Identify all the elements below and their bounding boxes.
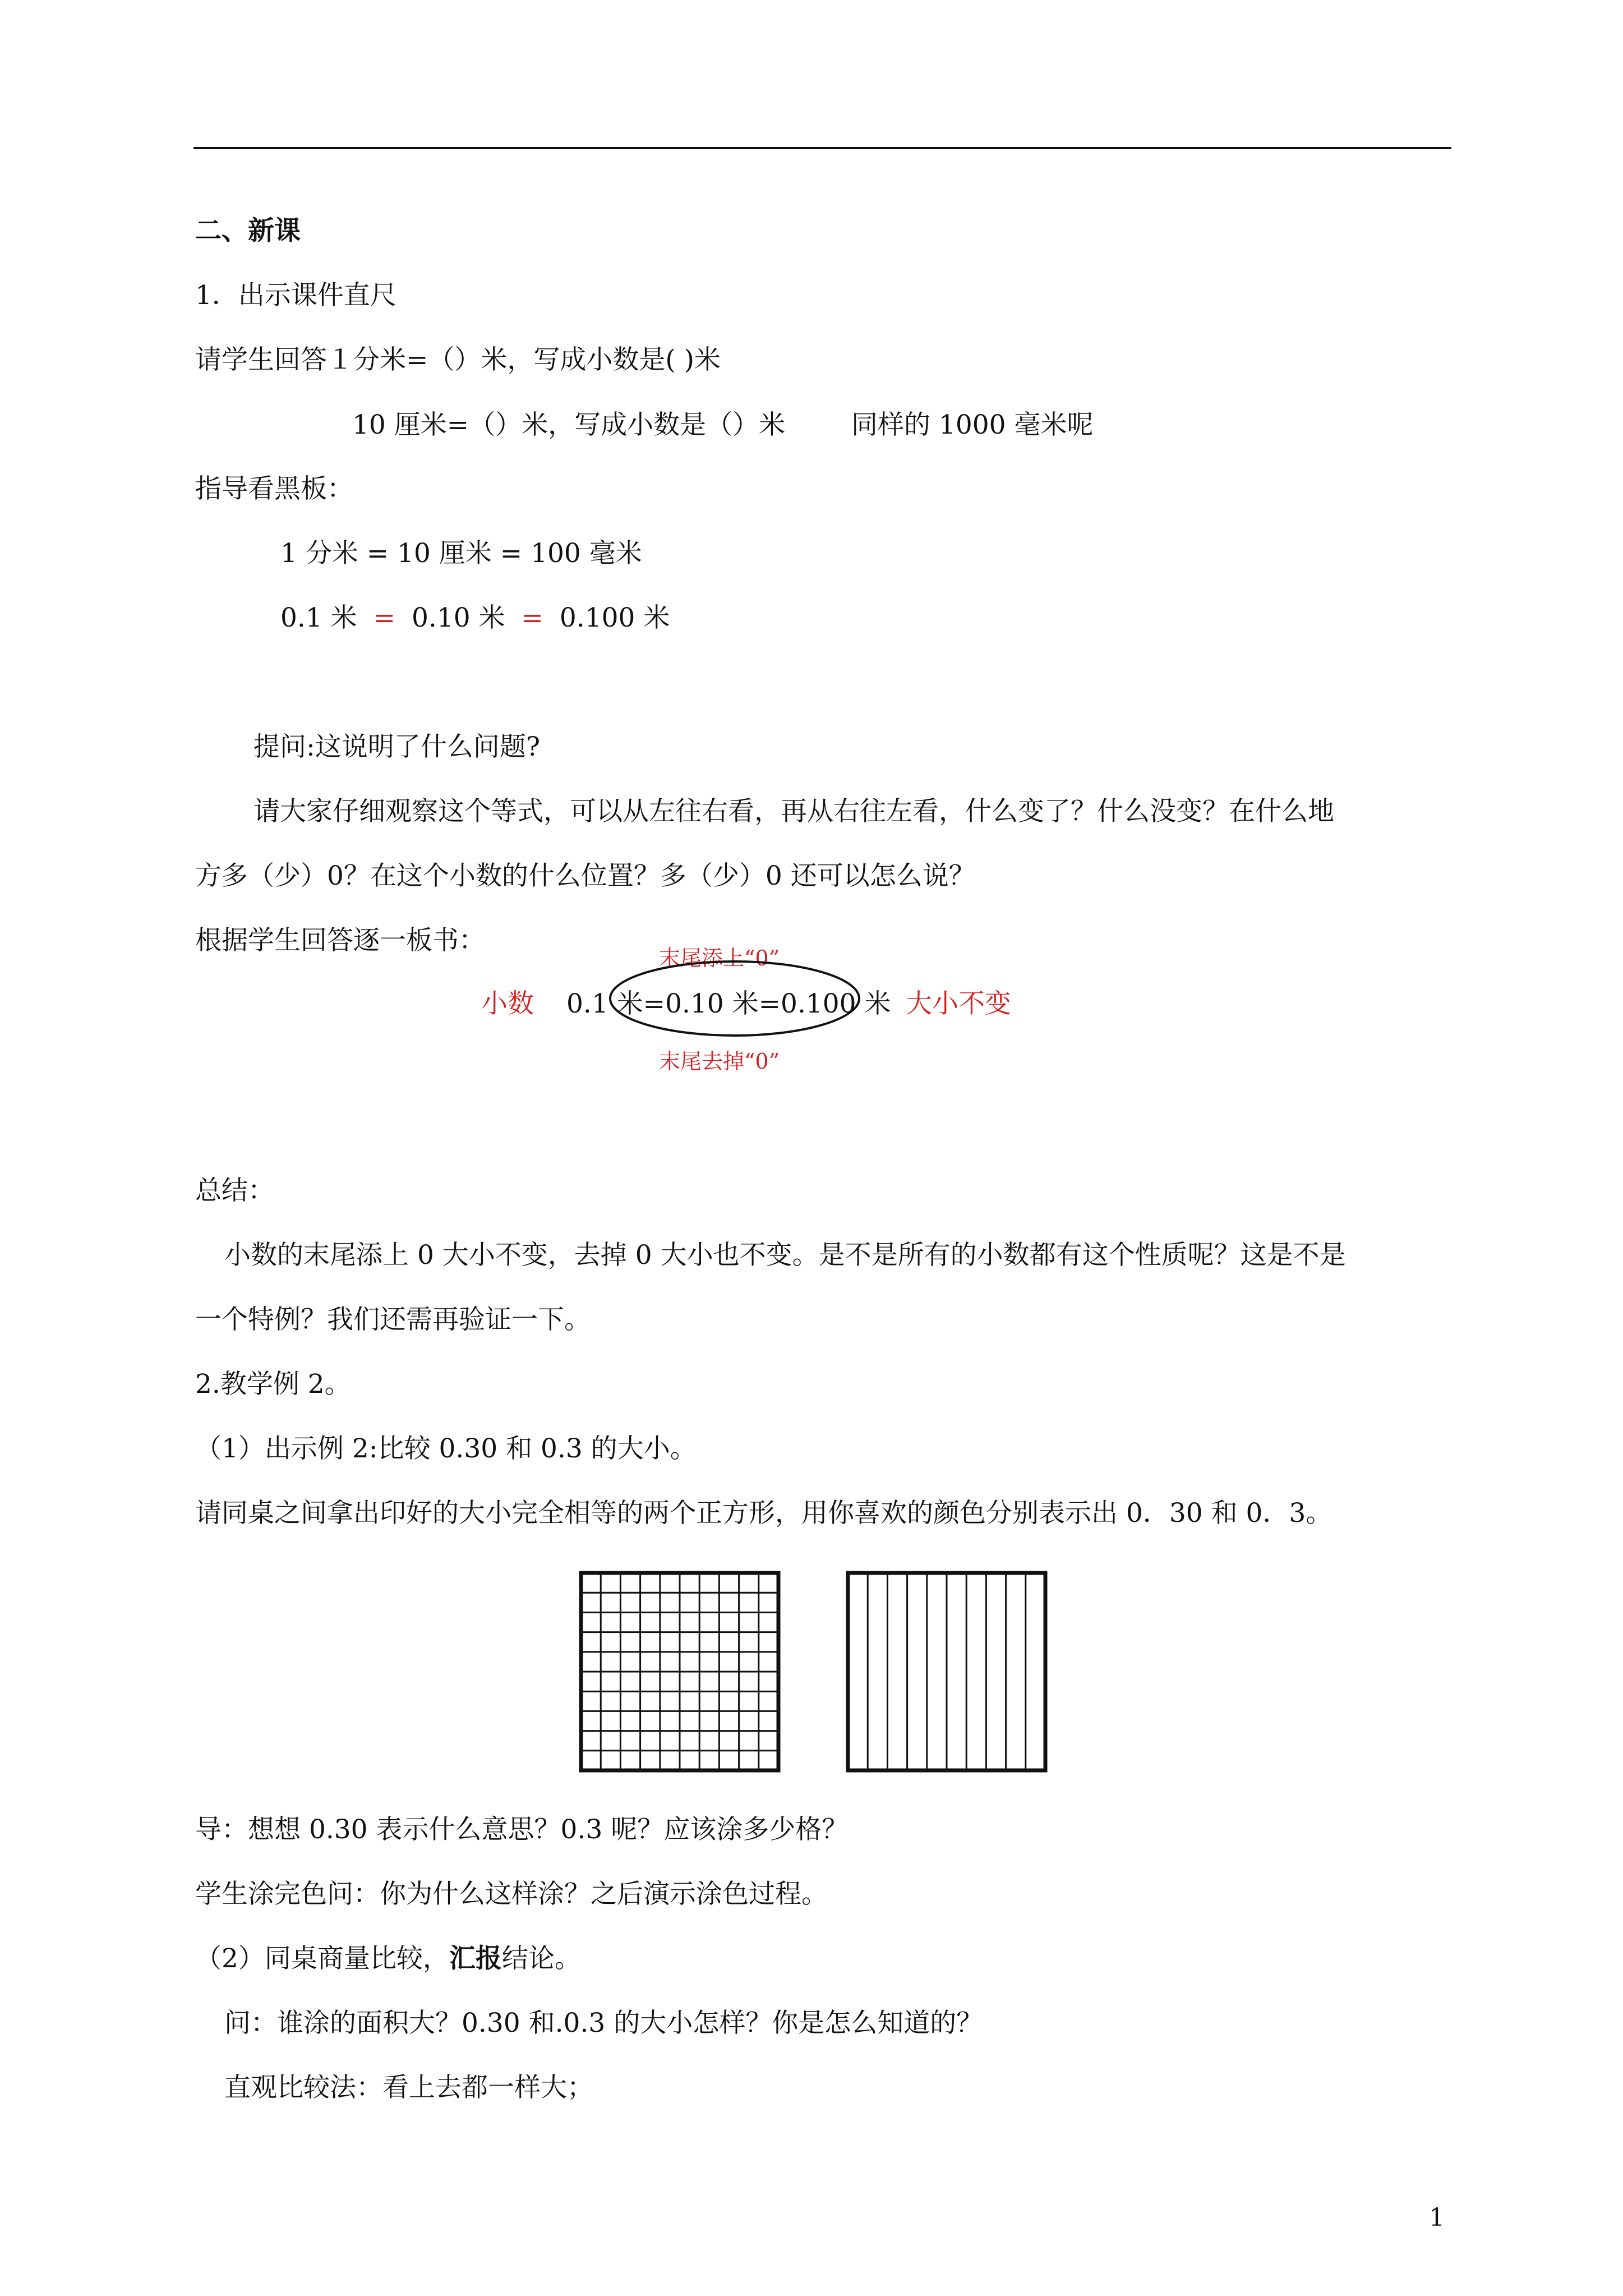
header-rule — [193, 147, 1451, 149]
board-label: 根据学生回答逐一板书： — [195, 925, 485, 956]
eq2-equals-1: = — [373, 602, 396, 633]
item1-question-1: 请学生回答１分米=（）米，写成小数是( )米 — [195, 344, 721, 375]
guide-label: 指导看黑板： — [195, 473, 353, 504]
board-formula: 0.1 米=0.10 米=0.100 米 — [566, 988, 891, 1019]
eq2-equals-2: = — [521, 602, 543, 633]
summary-line-1: 小数的末尾添上 0 大小不变，去掉 0 大小也不变。是不是所有的小数都有这个性质呢？这是不是 — [224, 1240, 1346, 1271]
question-text: 提问:这说明了什么问题? — [253, 731, 541, 762]
eq2-a: 0.1 米 — [280, 602, 357, 633]
eq2-b: 0.10 米 — [411, 602, 505, 633]
ask-text: 问：谁涂的面积大？0.30 和.0.3 的大小怎样？你是怎么知道的？ — [224, 2008, 983, 2039]
item2-sub2 — [195, 1942, 581, 1976]
section-title: 二、新课 — [195, 215, 301, 246]
observe-line-2: 方多（少）0？在这个小数的什么位置？多（少）0 还可以怎么说？ — [195, 861, 975, 891]
summary-line-2: 一个特例？我们还需再验证一下。 — [195, 1304, 591, 1335]
board-bottom-note: 末尾去掉“0” — [659, 1049, 780, 1074]
sub2-prefix: （2）同桌商量比较， — [195, 1943, 449, 1974]
board-top-note: 末尾添上“0” — [659, 946, 780, 970]
guide2-text: 导：想想 0.30 表示什么意思？0.3 呢？应该涂多少格？ — [195, 1814, 849, 1845]
page-number: 1 — [1429, 2203, 1445, 2232]
intuitive-text: 直观比较法：看上去都一样大； — [224, 2072, 593, 2103]
eq2-c: 0.100 米 — [559, 602, 670, 633]
summary-label: 总结： — [195, 1175, 274, 1206]
board-right-label: 大小不变 — [906, 988, 1011, 1019]
board-left-label: 小数 — [481, 988, 534, 1019]
item1-title: 1．出示课件直尺 — [195, 280, 396, 311]
hundred-grid-square — [579, 1571, 781, 1773]
item2-instruction: 请同桌之间拿出印好的大小完全相等的两个正方形，用你喜欢的颜色分别表示出 0．30 和 0．3。 — [195, 1498, 1332, 1529]
sub2-bold: 汇报 — [449, 1943, 502, 1974]
item2-sub1: （1）出示例 2:比较 0.30 和 0.3 的大小。 — [195, 1433, 697, 1464]
ten-strip-square — [846, 1571, 1048, 1773]
equation-units: 1 分米 = 10 厘米 = 100 毫米 — [280, 538, 642, 569]
item1-question-2: 10 厘米=（）米，写成小数是（）米 — [352, 409, 786, 440]
observe-line-1: 请大家仔细观察这个等式，可以从左往右看，再从右往左看，什么变了？什么没变？在什么地 — [253, 796, 1334, 827]
board-ellipse — [606, 956, 864, 1041]
sub2-suffix: 结论。 — [501, 1943, 581, 1974]
item1-question-2b: 同样的 1000 毫米呢 — [851, 409, 1094, 440]
color-question: 学生涂完色问：你为什么这样涂？之后演示涂色过程。 — [195, 1879, 828, 1910]
item2-title: 2.教学例 2。 — [195, 1369, 351, 1400]
equation-decimals — [280, 601, 670, 635]
